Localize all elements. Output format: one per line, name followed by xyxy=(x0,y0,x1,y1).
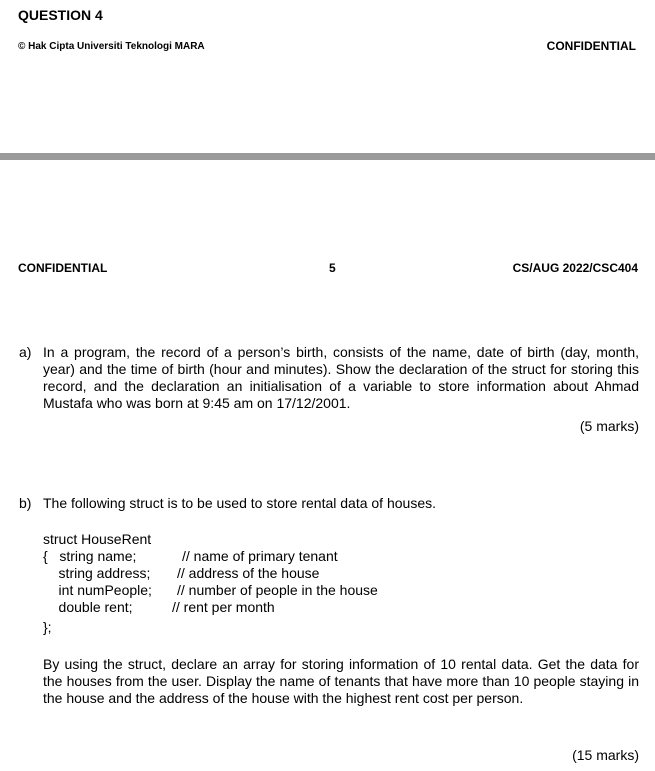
copyright-notice: © Hak Cipta Universiti Teknologi MARA xyxy=(18,41,205,52)
footer-confidential: CONFIDENTIAL xyxy=(18,261,108,275)
code-comment-name: // name of primary tenant xyxy=(182,548,338,564)
code-line-close: }; xyxy=(43,619,52,635)
struct-code-block xyxy=(43,531,463,641)
question-title: QUESTION 4 xyxy=(18,7,103,23)
code-line-struct: struct HouseRent xyxy=(43,531,152,547)
part-b-marks: (15 marks) xyxy=(572,747,639,763)
code-line-rent: double rent; xyxy=(43,599,133,615)
code-line-numpeople: int numPeople; xyxy=(43,582,152,598)
code-comment-address: // address of the house xyxy=(177,565,320,581)
page-number: 5 xyxy=(329,261,336,275)
page-divider xyxy=(0,153,655,160)
part-b-label: b) xyxy=(19,495,32,511)
course-code: CS/AUG 2022/CSC404 xyxy=(512,261,638,275)
part-a-text: In a program, the record of a person’s birth, consists of the name, date of birth (day, month, year) and the time of birth (hour and minutes). Show the declaration of the struct for storing this record, and the declaration an initialisation of a variable to store information about Ahmad Mustafa who was born at 9:45 am on 17/12/2001. xyxy=(43,344,639,411)
code-comment-rent: // rent per month xyxy=(172,599,275,615)
part-b-description: By using the struct, declare an array for storing information of 10 rental data. Get the data for the houses from the user. Display the name of tenants that have more than 10 people staying in the house and the address of the house with the highest rent cost per person. xyxy=(43,656,639,706)
code-comment-numpeople: // number of people in the house xyxy=(177,582,378,598)
part-a-marks: (5 marks) xyxy=(579,418,639,434)
code-line-address: string address; xyxy=(43,565,151,581)
header-confidential: CONFIDENTIAL xyxy=(546,39,636,53)
part-a-label: a) xyxy=(19,344,32,360)
part-b-intro: The following struct is to be used to store rental data of houses. xyxy=(43,495,436,511)
code-line-name: { string name; xyxy=(43,548,137,564)
